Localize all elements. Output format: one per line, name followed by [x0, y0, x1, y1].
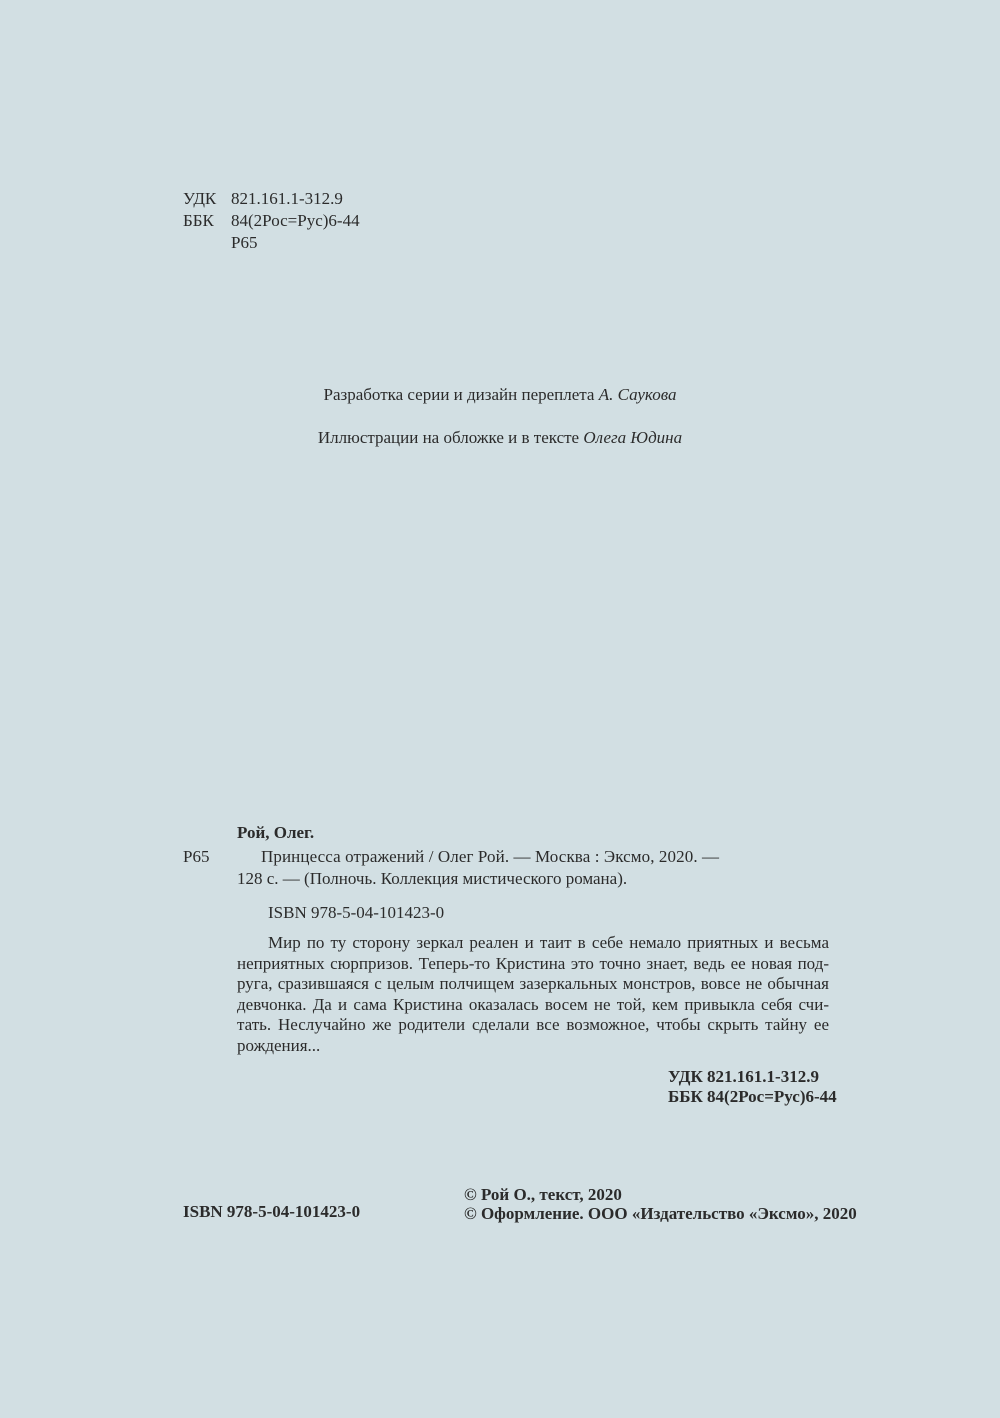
bbk-label: ББК	[183, 211, 214, 230]
author-sign-row	[183, 232, 360, 254]
catalog-isbn: ISBN 978-5-04-101423-0	[268, 903, 445, 922]
title-line-1: Принцесса отражений / Олег Рой. — Москва : Эксмо, 2020. —	[261, 847, 720, 866]
annotation-line: тать. Неслучайно же родители сделали все возможное, чтобы скрыть тайну ее	[237, 1015, 829, 1034]
bbk-value: 84(2Рос=Рус)6-44	[231, 211, 360, 230]
catalog-author-sign: Р65	[183, 847, 210, 866]
illustrator-name: Олега Юдина	[583, 428, 683, 447]
udk-label: УДК	[183, 189, 217, 208]
udk-value: 821.161.1-312.9	[231, 189, 343, 208]
annotation-line: рождения...	[237, 1035, 321, 1055]
design-credit: Разработка серии и дизайн переплета А. Саукова	[323, 385, 677, 404]
annotation-line: Мир по ту сторону зеркал реален и таит в себе немало приятных и весьма	[268, 933, 829, 952]
annotation-line: девчонка. Да и сама Кристина оказалась восем не той, кем привыкла себя счи-	[237, 994, 829, 1014]
designer-name: А. Саукова	[598, 385, 677, 404]
author-heading: Рой, Олег.	[237, 823, 315, 842]
catalog-udk: УДК 821.161.1-312.9	[668, 1067, 819, 1086]
annotation	[237, 933, 829, 1056]
annotation-line: неприятных сюрпризов. Теперь-то Кристина это точно знает, ведь ее новая под-	[237, 953, 829, 973]
catalog-bbk: ББК 84(2Рос=Рус)6-44	[668, 1087, 837, 1106]
copyright-text: © Рой О., текст, 2020	[464, 1185, 622, 1204]
annotation-line: руга, сразившаяся с целым полчищем зазеркальных монстров, вовсе не обычная	[237, 974, 829, 993]
copyright-design: © Оформление. ООО «Издательство «Эксмо», 2020	[464, 1204, 857, 1223]
header-codes	[183, 188, 360, 254]
title-line-2: 128 с. — (Полночь. Коллекция мистического романа).	[237, 869, 628, 888]
bbk-row	[183, 210, 360, 232]
footer-isbn: ISBN 978-5-04-101423-0	[183, 1202, 361, 1221]
illustrations-credit: Иллюстрации на обложке и в тексте Олега Юдина	[317, 428, 683, 447]
udk-row	[183, 188, 360, 210]
author-sign: Р65	[231, 233, 258, 252]
